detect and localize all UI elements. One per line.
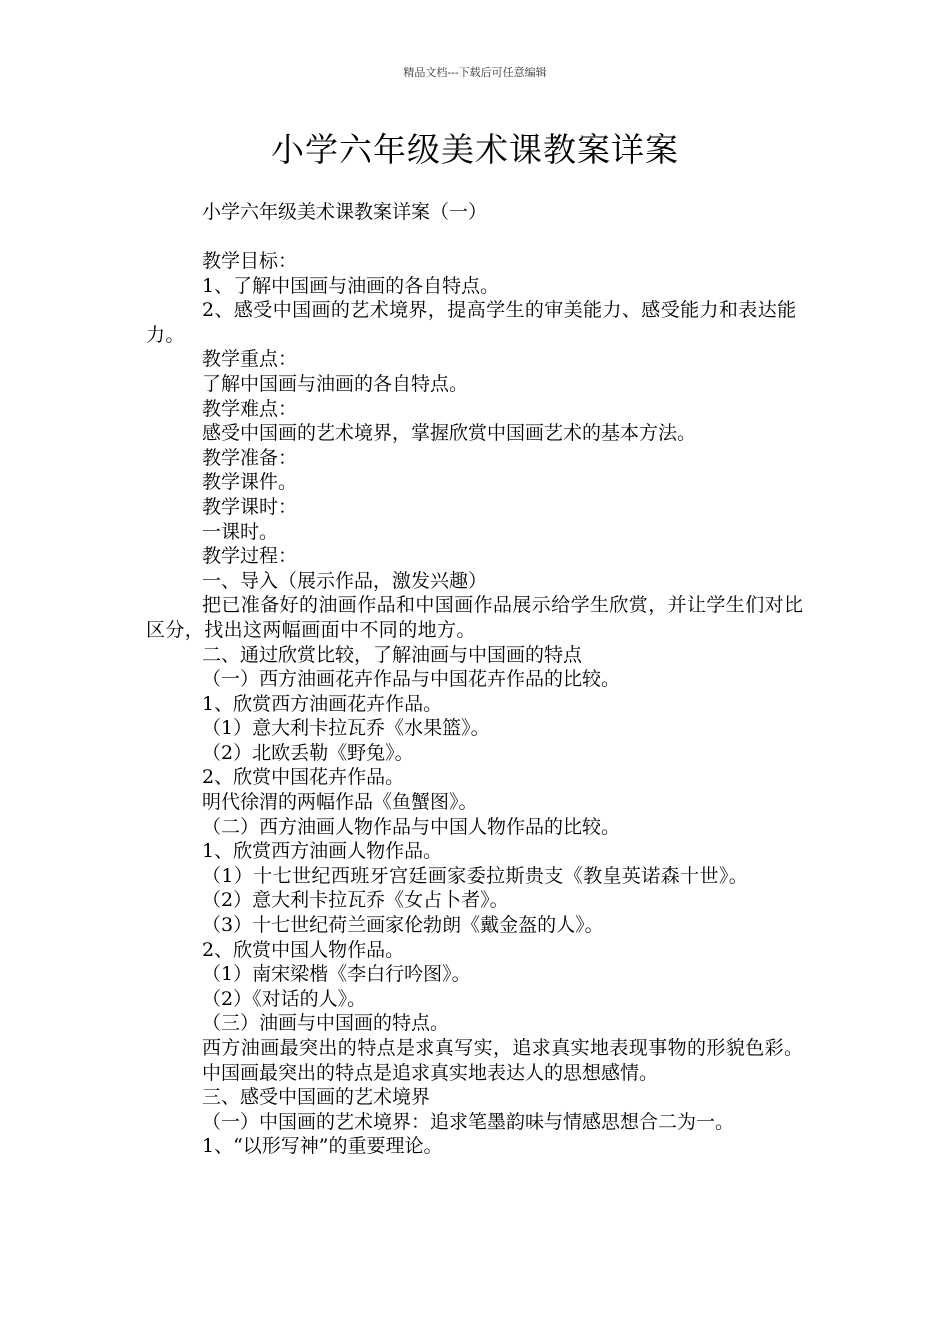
paragraph: 感受中国画的艺术境界，掌握欣赏中国画艺术的基本方法。 <box>202 422 697 445</box>
body-text <box>146 249 818 1159</box>
header-note: 精品文档---下载后可任意编辑 <box>403 66 547 79</box>
paragraph: 三、感受中国画的艺术境界 <box>202 1086 431 1109</box>
paragraph: 2、欣赏中国人物作品。 <box>202 938 405 961</box>
paragraph: 教学难点： <box>202 397 298 420</box>
paragraph: 1、了解中国画与油画的各自特点。 <box>202 274 500 297</box>
paragraph: （一）中国画的艺术境界：追求笔墨韵味与情感思想合二为一。 <box>202 1110 735 1133</box>
paragraph: 教学准备： <box>202 446 298 469</box>
paragraph: 2、感受中国画的艺术境界，提高学生的审美能力、感受能力和表达能力。 <box>146 299 797 346</box>
paragraph: 一、导入（展示作品，激发兴趣） <box>202 569 488 592</box>
paragraph: 教学重点： <box>202 348 298 371</box>
paragraph: （3）十七世纪荷兰画家伦勃朗《戴金盔的人》。 <box>202 914 604 937</box>
paragraph: 1、欣赏西方油画花卉作品。 <box>202 692 443 715</box>
paragraph: 教学过程： <box>202 545 298 568</box>
paragraph: （2）北欧丢勒《野兔》。 <box>202 741 414 764</box>
paragraph: 二、通过欣赏比较，了解油画与中国画的特点 <box>202 643 583 666</box>
paragraph: （1）意大利卡拉瓦乔《水果篮》。 <box>202 717 490 740</box>
paragraph: 把已准备好的油画作品和中国画作品展示给学生欣赏，并让学生们对比区分，找出这两幅画面中不同的地方。 <box>146 594 804 641</box>
paragraph: （1）南宋梁楷《李白行吟图》。 <box>202 963 471 986</box>
paragraph: （1）十七世纪西班牙宫廷画家委拉斯贵支《教皇英诺森十世》。 <box>202 864 749 887</box>
paragraph: （二）西方油画人物作品与中国人物作品的比较。 <box>202 815 621 838</box>
paragraph: 西方油画最突出的特点是求真写实，追求真实地表现事物的形貌色彩。 <box>202 1037 804 1059</box>
document-subtitle: 小学六年级美术课教案详案（一） <box>202 201 488 223</box>
paragraph: 1、欣赏西方油画人物作品。 <box>202 840 443 863</box>
paragraph: 1、“以形写神”的重要理论。 <box>202 1135 443 1158</box>
paragraph: （三）油画与中国画的特点。 <box>202 1012 450 1035</box>
paragraph: （2）《对话的人》。 <box>202 987 367 1010</box>
paragraph: （一）西方油画花卉作品与中国花卉作品的比较。 <box>202 668 621 691</box>
paragraph: 了解中国画与油画的各自特点。 <box>202 372 469 395</box>
paragraph: 教学课时： <box>202 495 298 518</box>
paragraph: 2、欣赏中国花卉作品。 <box>202 766 405 789</box>
paragraph: 中国画最突出的特点是追求真实地表达人的思想感情。 <box>202 1061 659 1084</box>
paragraph: 一课时。 <box>202 520 279 543</box>
paragraph: 教学目标： <box>202 250 298 272</box>
paragraph: （2）意大利卡拉瓦乔《女占卜者》。 <box>202 889 509 912</box>
paragraph: 明代徐渭的两幅作品《鱼蟹图》。 <box>202 791 478 814</box>
paragraph: 教学课件。 <box>202 471 298 494</box>
document-title: 小学六年级美术课教案详案 <box>271 130 679 169</box>
